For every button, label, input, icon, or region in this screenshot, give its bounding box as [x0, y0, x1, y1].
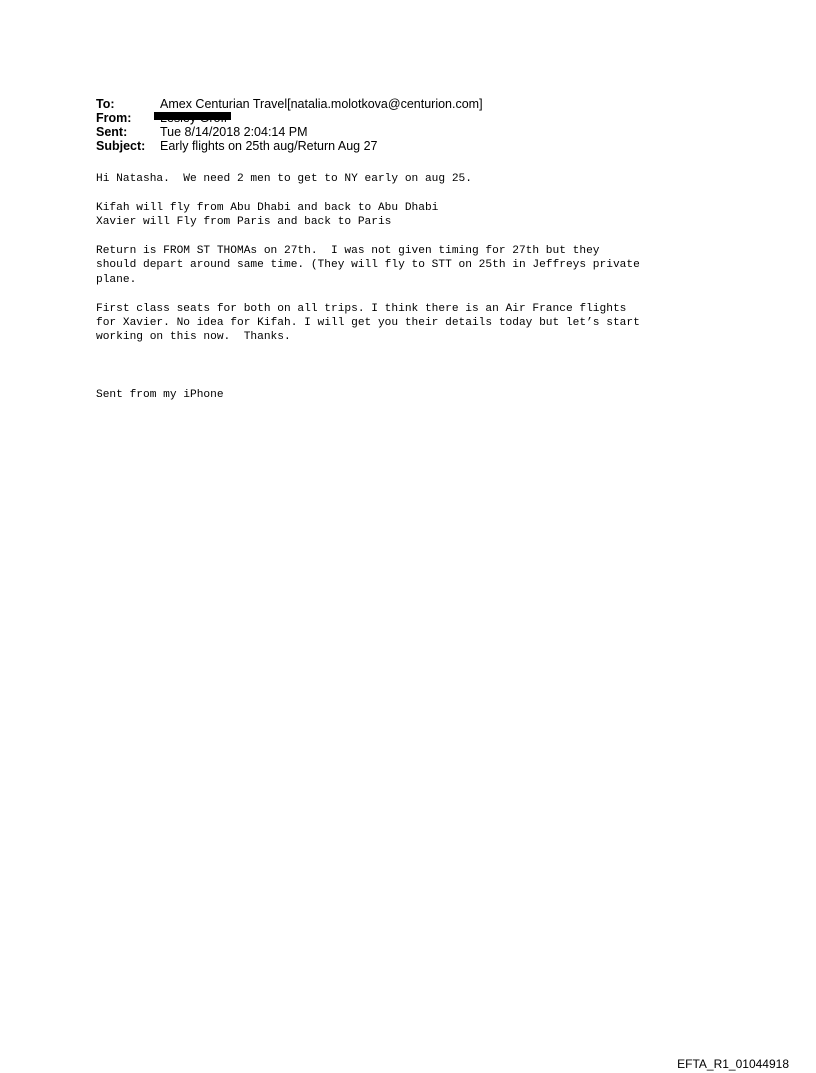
from-row — [96, 111, 483, 125]
to-value: Amex Centurian Travel[natalia.molotkova@centurion.com] — [160, 97, 483, 111]
sent-row — [96, 125, 483, 139]
subject-value: Early flights on 25th aug/Return Aug 27 — [160, 139, 378, 153]
subject-label: Subject: — [96, 139, 146, 153]
email-body — [96, 172, 736, 402]
email-header — [96, 97, 483, 153]
from-value-wrapper — [160, 111, 227, 125]
redaction-bar — [154, 112, 231, 120]
document-id: EFTA_R1_01044918 — [677, 1057, 789, 1071]
sent-value: Tue 8/14/2018 2:04:14 PM — [160, 125, 308, 139]
to-row — [96, 97, 483, 111]
body-paragraph-travelers: Kifah will fly from Abu Dhabi and back to Abu Dhabi Xavier will Fly from Paris and back to Paris — [96, 201, 439, 229]
email-signature: Sent from my iPhone — [96, 388, 224, 401]
to-label: To: — [96, 97, 115, 111]
from-label: From: — [96, 111, 132, 125]
body-paragraph-return: Return is FROM ST THOMAs on 27th. I was not given timing for 27th but they should depart around same time. (They will fly to STT on 25th in Jeffreys private plane. — [96, 245, 640, 286]
sent-label: Sent: — [96, 125, 128, 139]
subject-row — [96, 139, 483, 153]
body-paragraph-seating: First class seats for both on all trips. I think there is an Air France flights for Xavier. No idea for Kifah. I will get you their details today but let’s start working on this now. Thanks. — [96, 302, 640, 344]
body-paragraph-greeting: Hi Natasha. We need 2 men to get to NY early on aug 25. — [96, 173, 472, 185]
